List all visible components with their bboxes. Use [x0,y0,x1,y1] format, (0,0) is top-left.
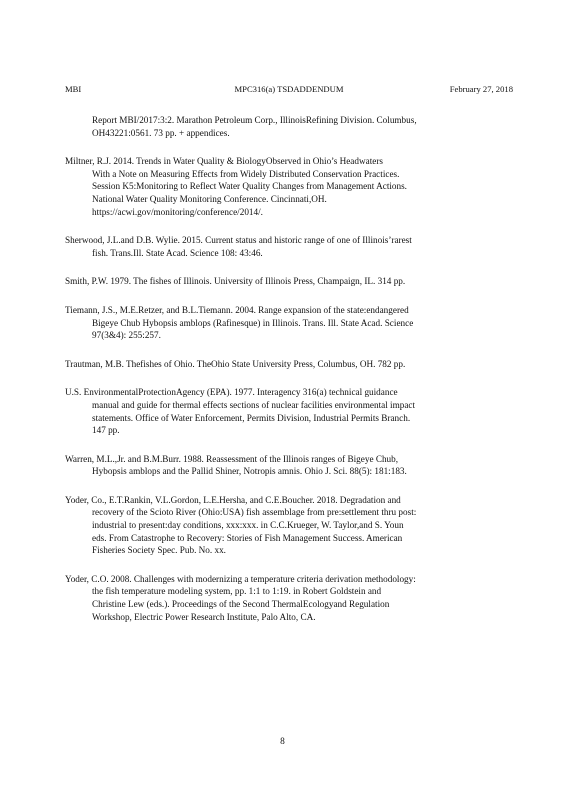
reference-line: Miltner, R.J. 2014. Trends in Water Quality & BiologyObserved in Ohio’s Headwaters [65,156,383,167]
reference-line: statements. Office of Water Enforcement, Permits Division, Industrial Permits Branch. [92,412,411,423]
reference-line: Session K5:Monitoring to Reflect Water Quality Changes from Management Actions. [92,181,407,192]
header-left: MBI [65,84,82,94]
reference-line: recovery of the Scioto River (Ohio:USA) fish assemblage from pre:settlement thru post: [92,507,417,518]
reference-line: Trautman, M.B. Thefishes of Ohio. TheOhio State University Press, Columbus, OH. 782 pp. [65,358,406,369]
reference-line: Hybopsis amblops and the Pallid Shiner, Notropis amnis. Ohio J. Sci. 88(5): 181:183. [92,466,407,477]
reference-line: National Water Quality Monitoring Conference. Cincinnati,OH. [92,193,327,204]
reference-entry [65,573,517,623]
reference-line: Yoder, C.O. 2008. Challenges with modernizing a temperature criteria derivation methodology: [65,573,416,584]
page-number: 8 [280,737,285,747]
reference-list [65,114,517,623]
reference-entry [65,386,517,436]
reference-line: Christine Lew (eds.). Proceedings of the Second ThermalEcologyand Regulation [92,599,390,610]
reference-entry [65,304,517,342]
reference-line: manual and guide for thermal effects sections of nuclear facilities environmental impact [92,399,416,410]
reference-line: 147 pp. [92,425,120,436]
reference-line: With a Note on Measuring Effects from Widely Distributed Conservation Practices. [92,168,400,179]
reference-line: Tiemann, J.S., M.E.Retzer, and B.L.Tiemann. 2004. Range expansion of the state:endangered [65,304,409,315]
reference-line: fish. Trans.Ill. State Acad. Science 108: 43:46. [92,247,263,258]
reference-entry [65,494,517,557]
header-right: February 27, 2018 [449,84,513,94]
reference-line: Bigeye Chub Hybopsis amblops (Rafinesque) in Illinois. Trans. Ill. State Acad. Science [92,317,414,328]
reference-line: Yoder, Co., E.T.Rankin, V.L.Gordon, L.E.Hersha, and C.E.Boucher. 2018. Degradation and [65,494,401,505]
reference-line: OH43221:0561. 73 pp. + appendices. [92,127,230,138]
reference-entry [65,453,517,478]
reference-entry [65,358,517,371]
reference-entry [65,114,517,139]
reference-line: https://acwi.gov/monitoring/conference/2014/. [92,206,263,217]
reference-line: U.S. EnvironmentalProtectionAgency (EPA). 1977. Interagency 316(a) technical guidance [65,387,398,398]
header-center: MPC316(a) TSDADDENDUM [234,84,344,94]
reference-line: the fish temperature modeling system, pp. 1:1 to 1:19. in Robert Goldstein and [92,586,382,597]
reference-entry [65,234,517,259]
reference-line: Sherwood, J.L.and D.B. Wylie. 2015. Current status and historic range of one of Illinois’rarest [65,235,412,246]
reference-line: Warren, M.L.,Jr. and B.M.Burr. 1988. Reassessment of the Illinois ranges of Bigeye Chub, [65,453,399,464]
page-header [65,84,513,98]
reference-line: Fisheries Society Spec. Pub. No. xx. [92,545,226,556]
reference-line: eds. From Catastrophe to Recovery: Stories of Fish Management Success. American [92,532,403,543]
reference-line: Workshop, Electric Power Research Institute, Palo Alto, CA. [92,611,316,622]
reference-line: industrial to present:day conditions, xxx:xxx. in C.C.Krueger, W. Taylor,and S. Youn [92,520,404,531]
reference-line: Report MBI/2017:3:2. Marathon Petroleum Corp., IllinoisRefining Division. Columbus, [92,115,417,125]
reference-entry [65,155,517,218]
reference-line: 97(3&4): 255:257. [92,330,161,341]
reference-line: Smith, P.W. 1979. The fishes of Illinois. University of Illinois Press, Champaign, IL. 314 pp. [65,276,406,287]
reference-entry [65,275,517,288]
